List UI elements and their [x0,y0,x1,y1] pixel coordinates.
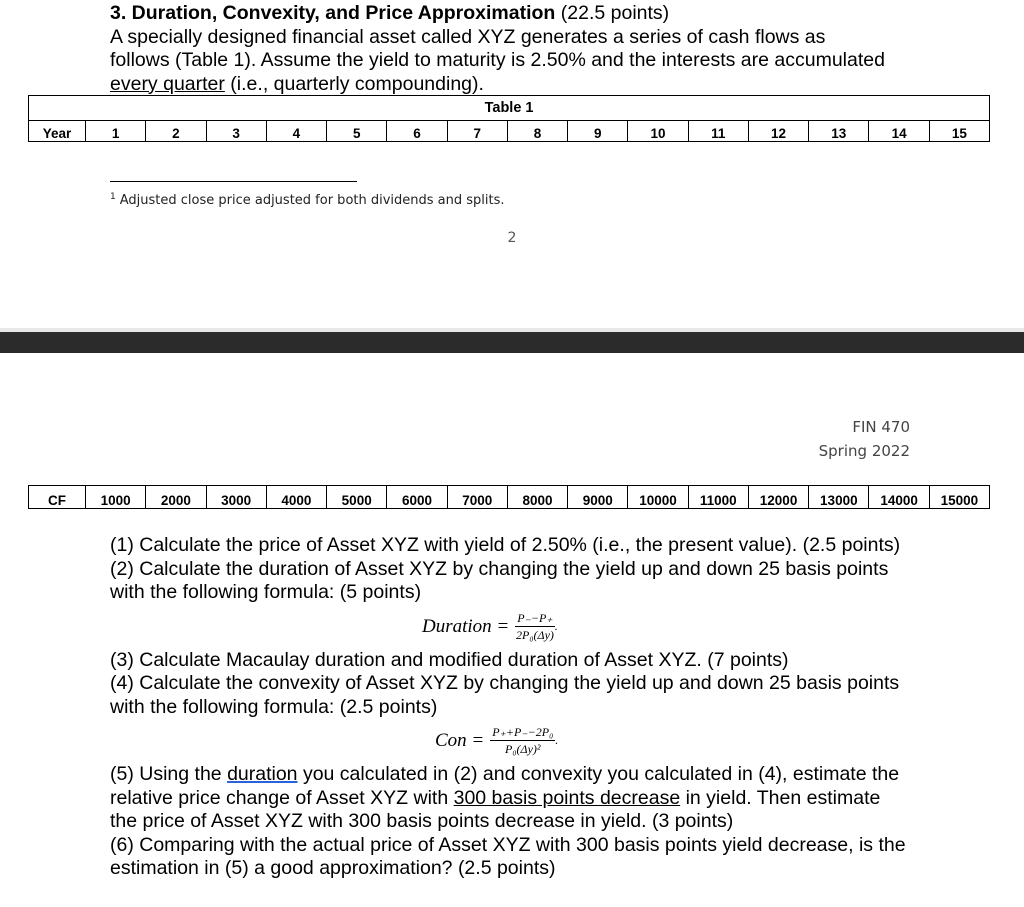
year-cell: 1 [86,121,146,142]
question-parts [110,534,910,881]
cash-flow-cell: 3000 [206,486,266,509]
year-cell: 10 [628,121,688,142]
footnote [110,192,505,208]
course-name: FIN 470 [852,418,910,436]
part-5 [110,763,910,834]
intro-text-2: (i.e., quarterly compounding). [224,72,484,95]
cash-flow-cell: 4000 [266,486,326,509]
cash-flow-cell: 10000 [628,486,688,509]
page-header [780,415,910,463]
cf-label: CF [29,486,86,509]
cash-flow-cell: 13000 [809,486,869,509]
part-4: (4) Calculate the convexity of Asset XYZ by changing the yield up and down 25 basis points with the following formula: (2.5 points) [110,672,900,718]
cash-flow-cell: 7000 [447,486,507,509]
cash-flow-table-year-row [28,95,990,142]
year-cell: 14 [869,121,929,142]
part-1: (1) Calculate the price of Asset XYZ with yield of 2.50% (i.e., the present value). (2.5 points) [110,534,901,556]
part-2: (2) Calculate the duration of Asset XYZ by changing the yield up and down 25 basis points with the following formula: (5 points) [110,557,889,603]
year-cell: 5 [327,121,387,142]
question-points: (22.5 points) [555,2,670,24]
year-cell: 15 [929,121,989,142]
cash-flow-cell: 12000 [748,486,808,509]
course-term: Spring 2022 [818,442,910,460]
part-5-text-c: in yield. Then estimate the price of Asset XYZ with 300 basis points decrease in yield. (3 points) [110,786,881,832]
footnote-marker: 1 [110,192,116,202]
intro-text-1: A specially designed financial asset called XYZ generates a series of cash flows as follows (Table 1). Assume the yield to maturity is 2.50% and the interests are accumulated [110,25,885,71]
duration-fraction [515,612,554,642]
year-cell: 2 [146,121,206,142]
year-cell: 3 [206,121,266,142]
year-cell: 6 [387,121,447,142]
cash-flow-cell: 14000 [869,486,929,509]
cash-flow-cell: 11000 [688,486,748,509]
cash-flow-cell: 2000 [146,486,206,509]
table-caption: Table 1 [29,96,990,121]
convexity-lhs: Con = [435,730,485,752]
part-3: (3) Calculate Macaulay duration and modified duration of Asset XYZ. (7 points) [110,648,789,671]
convexity-formula: Con = $\frac{\text{P₊+P₋−2P₀}}{\text{P₀(Δy)²}}$ . [435,725,559,756]
year-cell: 7 [447,121,507,142]
cash-flow-cell: 15000 [929,486,989,509]
duration-denominator: 2P₀(Δy) [516,627,554,642]
year-cell: 13 [809,121,869,142]
part-6: (6) Comparing with the actual price of Asset XYZ with 300 basis points yield decrease, is the estimation in (5) a good approximation? (2.5 points) [110,833,906,879]
year-cell: 4 [266,121,326,142]
footnote-text: Adjusted close price adjusted for both dividends and splits. [119,193,505,208]
year-cell: 8 [507,121,567,142]
duration-formula: Duration = $\frac{P_--P_+}{\text{2P₀(Δy)}}$ . [422,610,558,642]
cash-flow-cell: 5000 [327,486,387,509]
part-5-duration-word: duration [227,763,298,785]
question-intro [110,2,890,96]
cash-flow-cell: 1000 [86,486,146,509]
cash-flow-table-cf-row [28,485,990,509]
year-cell: 12 [748,121,808,142]
cash-flow-cell: 8000 [507,486,567,509]
page-number: 2 [507,230,517,246]
duration-numerator: P₋−P₊ [517,610,553,625]
year-label: Year [29,121,86,142]
intro-underlined: every quarter [110,72,225,95]
part-5-text-a: (5) Using the [110,763,228,785]
convexity-fraction [490,726,555,756]
convexity-numerator: P₊+P₋−2P₀ [492,725,554,739]
year-cell: 9 [568,121,628,142]
part-5-decrease: 300 basis points decrease [453,786,681,809]
convexity-denominator: P₀(Δy)² [505,742,541,756]
duration-lhs: Duration = [422,615,510,637]
year-cell: 11 [688,121,748,142]
cash-flow-cell: 6000 [387,486,447,509]
page-break-bar [0,332,1024,353]
part-5-text-b: you calculated in (2) and convexity you calculated in (4), estimate the relative price change of Asset XYZ with [110,763,900,809]
cash-flow-cell: 9000 [568,486,628,509]
footnote-rule [110,181,357,182]
question-title: 3. Duration, Convexity, and Price Approximation [110,2,556,24]
